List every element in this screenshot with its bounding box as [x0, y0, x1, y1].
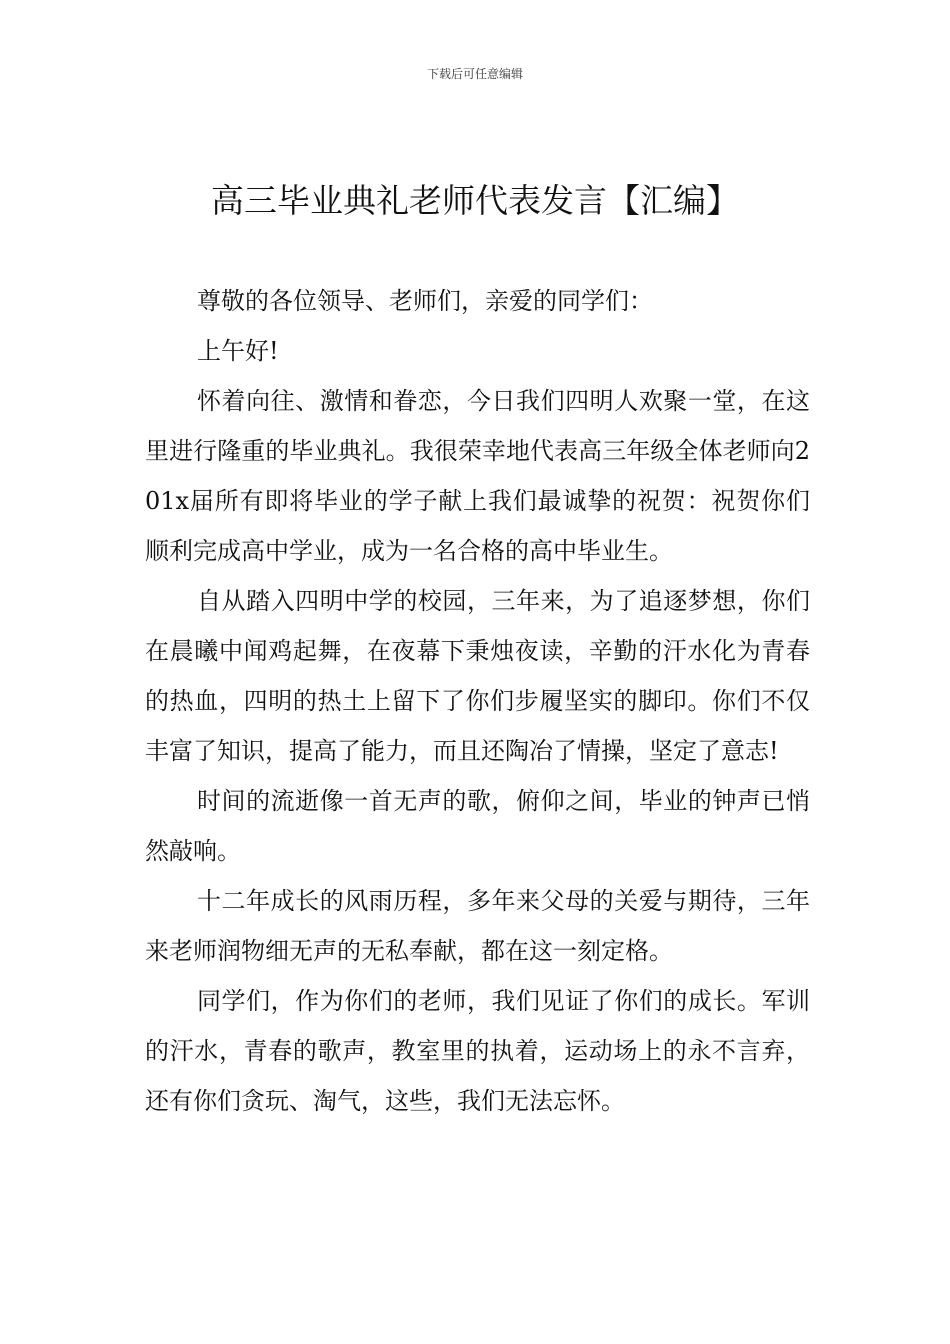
paragraph: 十二年成长的风雨历程，多年来父母的关爱与期待，三年来老师润物细无声的无私奉献，都在这一刻定格。: [145, 887, 810, 965]
paragraph: 时间的流逝像一首无声的歌，俯仰之间，毕业的钟声已悄然敲响。: [145, 787, 810, 865]
paragraph: 怀着向往、激情和眷恋，今日我们四明人欢聚一堂，在这里进行隆重的毕业典礼。我很荣幸地代表高三年级全体老师向201x届所有即将毕业的学子献上我们最诚挚的祝贺：祝贺你们顺利完成高中学业，成为一名合格的高中毕业生。: [145, 387, 810, 565]
document-title: 高三毕业典礼老师代表发言【汇编】: [211, 181, 739, 220]
paragraph: 自从踏入四明中学的校园，三年来，为了追逐梦想，你们在晨曦中闻鸡起舞，在夜幕下秉烛夜读，辛勤的汗水化为青春的热血，四明的热土上留下了你们步履坚实的脚印。你们不仅丰富了知识，提高了能力，而且还陶冶了情操，坚定了意志!: [145, 587, 810, 765]
paragraph: 同学们，作为你们的老师，我们见证了你们的成长。军训的汗水，青春的歌声，教室里的执着，运动场上的永不言弃，还有你们贪玩、淘气，这些，我们无法忘怀。: [145, 987, 810, 1115]
header-note: 下载后可任意编辑: [426, 67, 523, 81]
document-body: [145, 276, 810, 1126]
paragraph-salutation: 尊敬的各位领导、老师们，亲爱的同学们：: [197, 287, 653, 315]
paragraph-greeting: 上午好!: [197, 337, 279, 365]
